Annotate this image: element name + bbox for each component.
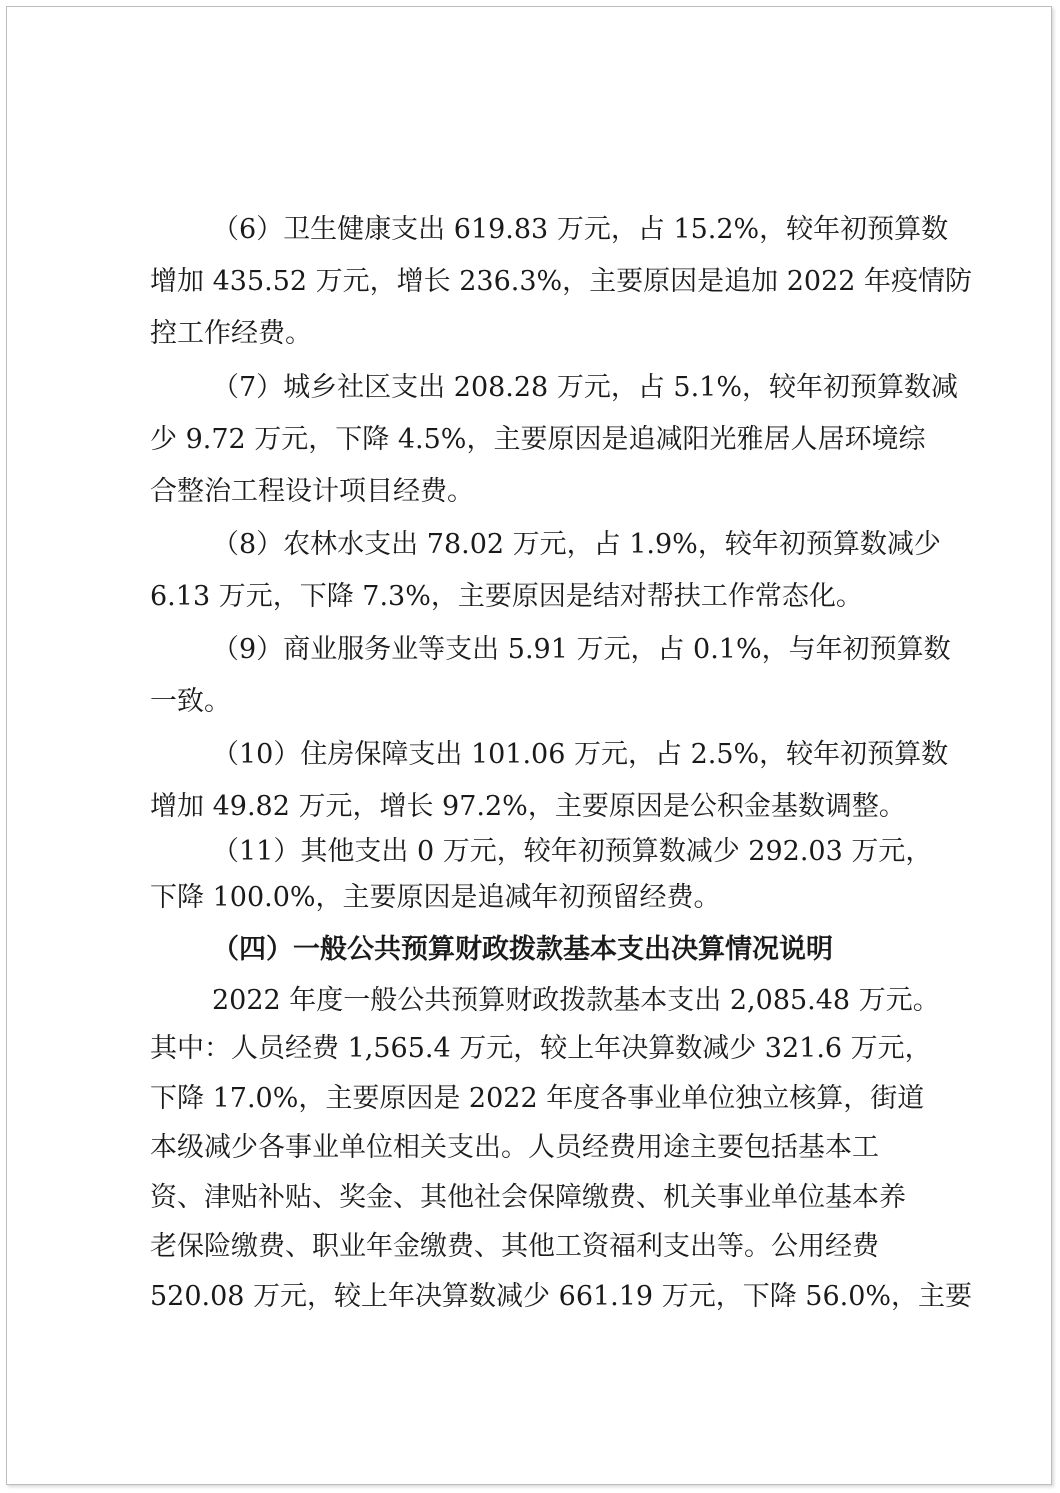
text-line: 本级减少各事业单位相关支出。人员经费用途主要包括基本工 [150, 1132, 879, 1163]
text-line: 资、津贴补贴、奖金、其他社会保障缴费、机关事业单位基本养 [150, 1182, 906, 1213]
text-line: 少 9.72 万元，下降 4.5%，主要原因是追减阳光雅居人居环境综 [150, 424, 926, 455]
section-heading: （四）一般公共预算财政拨款基本支出决算情况说明 [212, 934, 833, 965]
document-page [6, 6, 1052, 1485]
text-line: 6.13 万元，下降 7.3%，主要原因是结对帮扶工作常态化。 [150, 581, 863, 612]
text-line: 2022 年度一般公共预算财政拨款基本支出 2,085.48 万元。 [212, 985, 940, 1016]
text-line: 增加 49.82 万元，增长 97.2%，主要原因是公积金基数调整。 [150, 791, 906, 822]
text-line: 下降 100.0%，主要原因是追减年初预留经费。 [150, 882, 721, 913]
text-line: 老保险缴费、职业年金缴费、其他工资福利支出等。公用经费 [150, 1231, 879, 1262]
text-line: （11）其他支出 0 万元，较年初预算数减少 292.03 万元， [212, 836, 933, 867]
text-line: 其中：人员经费 1,565.4 万元，较上年决算数减少 321.6 万元， [150, 1033, 932, 1064]
text-line: （9）商业服务业等支出 5.91 万元，占 0.1%，与年初预算数 [212, 634, 951, 665]
text-line: （7）城乡社区支出 208.28 万元，占 5.1%，较年初预算数减 [212, 372, 958, 403]
text-line: 520.08 万元，较上年决算数减少 661.19 万元，下降 56.0%，主要 [150, 1281, 973, 1312]
text-line: 一致。 [150, 686, 231, 717]
text-line: （8）农林水支出 78.02 万元，占 1.9%，较年初预算数减少 [212, 529, 941, 560]
text-line: （6）卫生健康支出 619.83 万元，占 15.2%，较年初预算数 [212, 214, 949, 245]
text-line: 下降 17.0%，主要原因是 2022 年度各事业单位独立核算，街道 [150, 1083, 925, 1114]
text-line: 增加 435.52 万元，增长 236.3%，主要原因是追加 2022 年疫情防 [150, 266, 973, 297]
text-line: 合整治工程设计项目经费。 [150, 476, 474, 507]
text-line: 控工作经费。 [150, 318, 312, 349]
text-line: （10）住房保障支出 101.06 万元，占 2.5%，较年初预算数 [212, 739, 949, 770]
